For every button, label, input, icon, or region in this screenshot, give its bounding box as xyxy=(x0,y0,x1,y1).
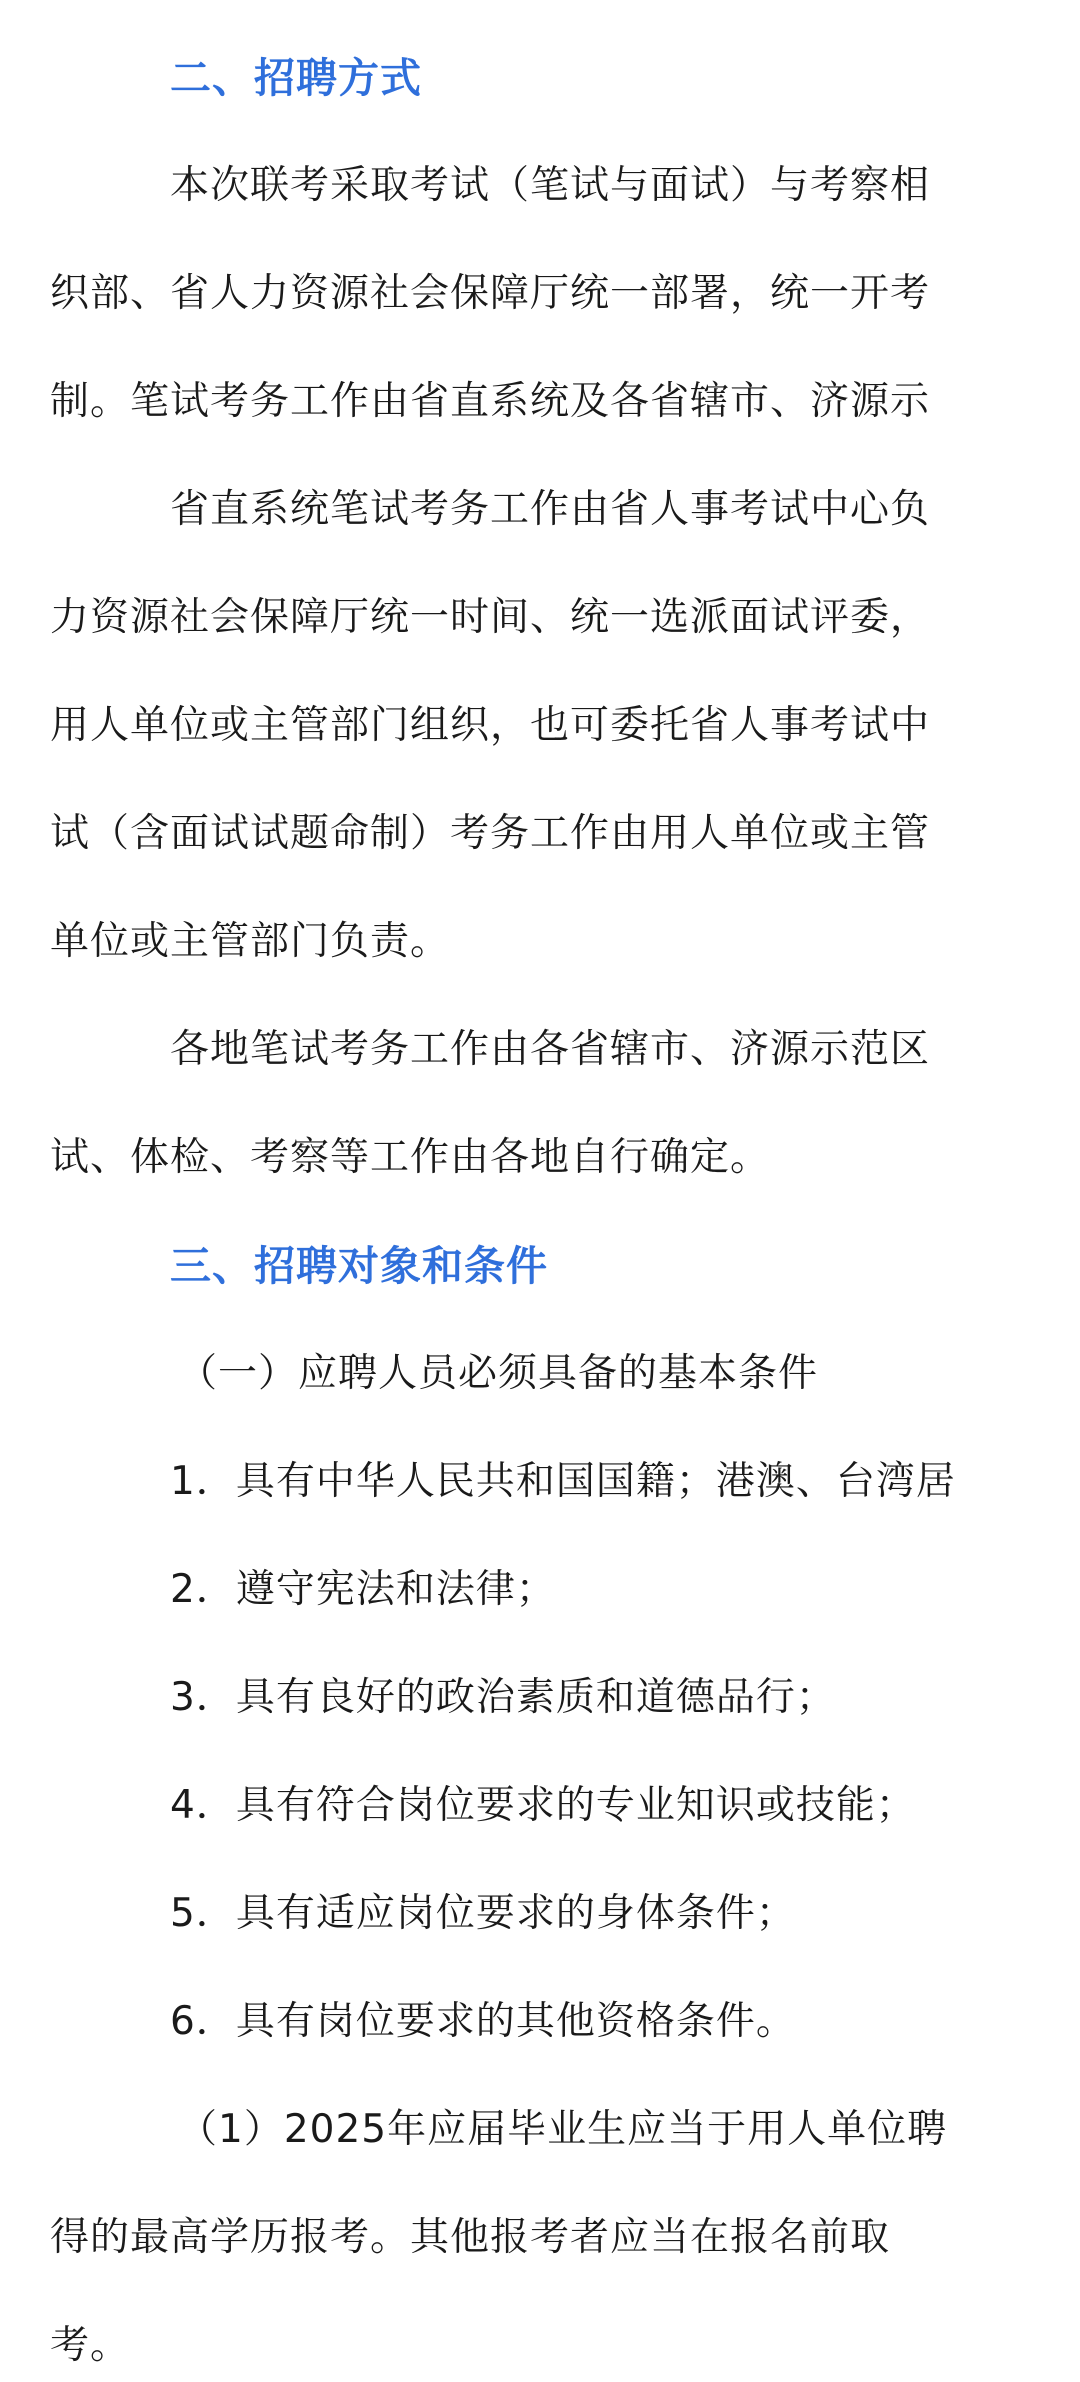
paragraph-line: 考。 xyxy=(50,2323,131,2368)
list-item: 3．具有良好的政治素质和道德品行； xyxy=(170,1675,836,1720)
paragraph-line: （1）2025年应届毕业生应当于用人单位聘 xyxy=(178,2107,948,2152)
section-heading: 二、招聘方式 xyxy=(170,54,422,102)
paragraph-line: 试（含面试试题命制）考务工作由用人单位或主管 xyxy=(50,811,931,856)
paragraph-line: 力资源社会保障厅统一时间、统一选派面试评委， xyxy=(50,595,931,640)
list-item: 6．具有岗位要求的其他资格条件。 xyxy=(170,1999,796,2044)
list-item: 5．具有适应岗位要求的身体条件； xyxy=(170,1891,796,1936)
section-heading: 三、招聘对象和条件 xyxy=(170,1242,548,1290)
paragraph-line: 制。笔试考务工作由省直系统及各省辖市、济源示 xyxy=(50,379,931,424)
paragraph-line: 省直系统笔试考务工作由省人事考试中心负 xyxy=(170,487,931,532)
paragraph-line: 本次联考采取考试（笔试与面试）与考察相 xyxy=(170,163,931,208)
list-item: 4．具有符合岗位要求的专业知识或技能； xyxy=(170,1783,916,1828)
paragraph-line: 得的最高学历报考。其他报考者应当在报名前取 xyxy=(50,2215,891,2260)
paragraph-line: 用人单位或主管部门组织，也可委托省人事考试中 xyxy=(50,703,931,748)
paragraph-line: 各地笔试考务工作由各省辖市、济源示范区 xyxy=(170,1027,931,1072)
paragraph-line: 单位或主管部门负责。 xyxy=(50,919,451,964)
subsection-heading: （一）应聘人员必须具备的基本条件 xyxy=(178,1351,819,1396)
paragraph-line: 织部、省人力资源社会保障厅统一部署，统一开考 xyxy=(50,271,931,316)
list-item: 1．具有中华人民共和国国籍；港澳、台湾居 xyxy=(170,1459,956,1504)
list-item: 2．遵守宪法和法律； xyxy=(170,1567,556,1612)
paragraph-line: 试、体检、考察等工作由各地自行确定。 xyxy=(50,1135,771,1180)
